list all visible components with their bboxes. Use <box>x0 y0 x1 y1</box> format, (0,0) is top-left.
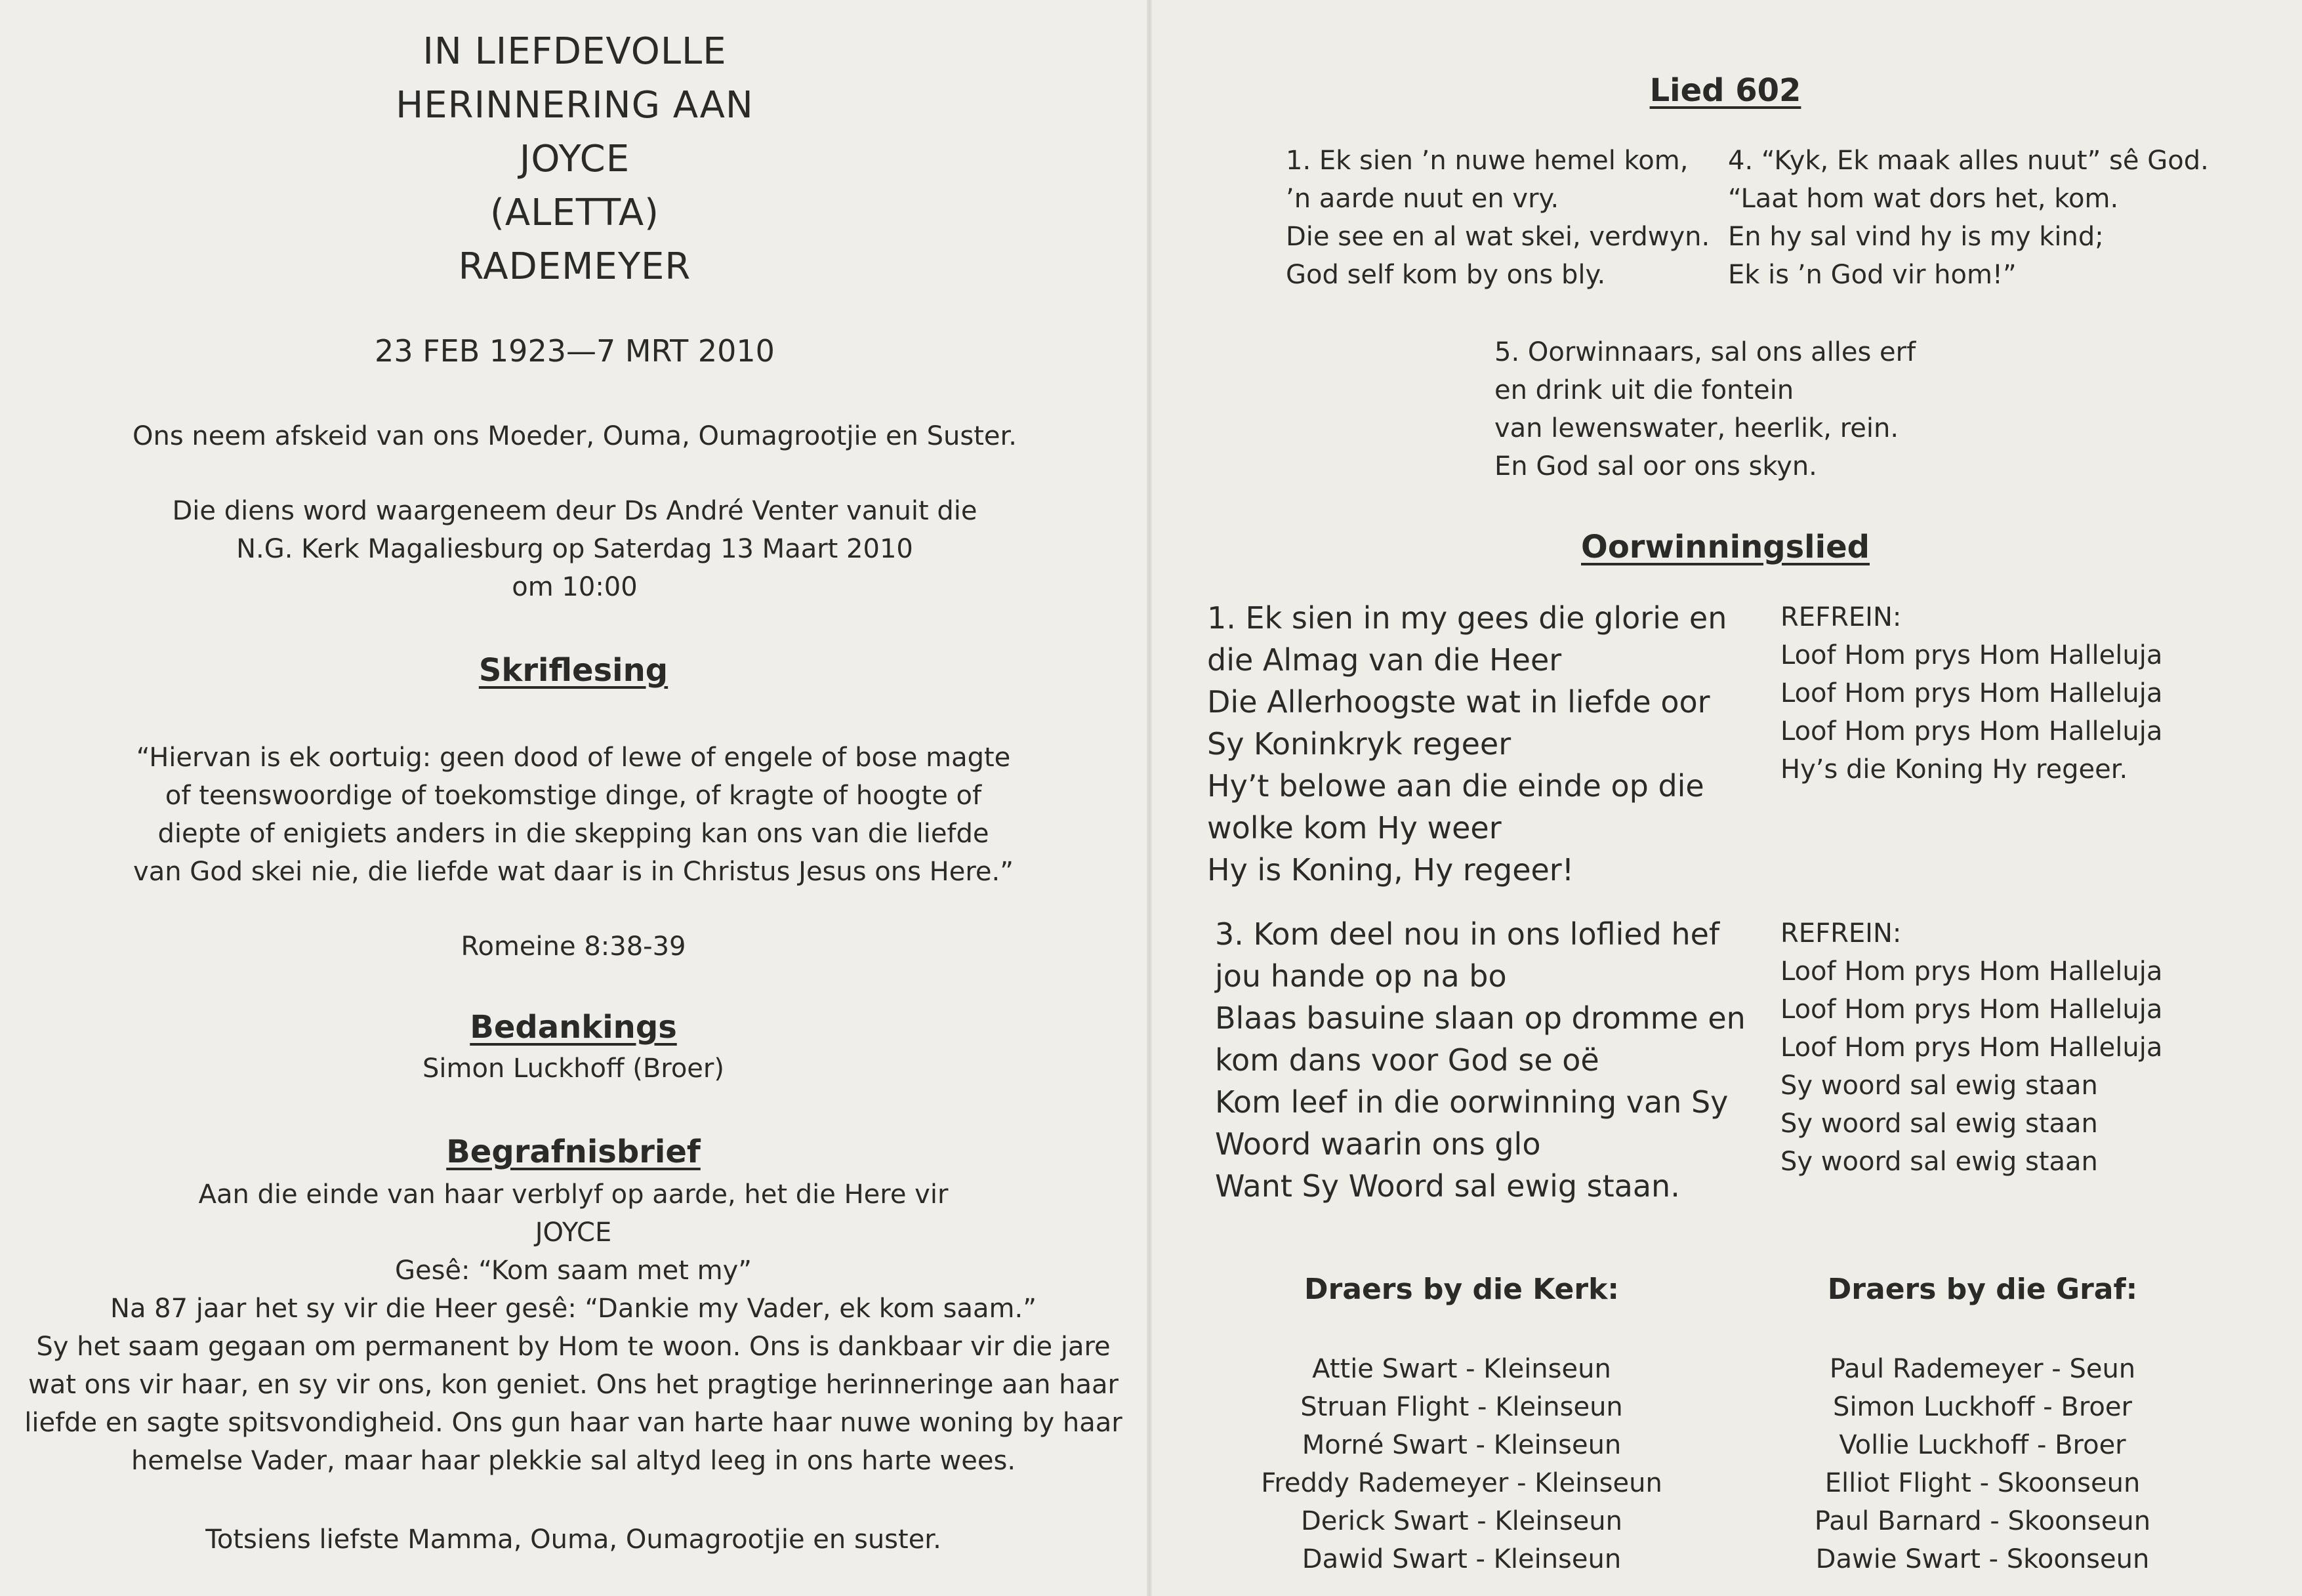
refrain-line: REFREIN: <box>1780 918 1902 949</box>
verse-line: 1. Ek sien ’n nuwe hemel kom, <box>1286 146 1689 176</box>
refrain-line: Loof Hom prys Hom Halleluja <box>1780 956 2163 987</box>
title-line: (ALETTA) <box>490 192 659 234</box>
scripture-quote <box>133 739 1014 891</box>
letter-line: Aan die einde van haar verblyf op aarde, het die Here vir <box>198 1179 949 1210</box>
verse-line: “Laat hom wat dors het, kom. <box>1728 184 2119 214</box>
refrain-line: Sy woord sal ewig staan <box>1780 1071 2098 1101</box>
refrain-line: Loof Hom prys Hom Halleluja <box>1780 640 2163 670</box>
hymn-verse-4 <box>1728 142 2209 294</box>
title-line: IN LIEFDEVOLLE <box>422 30 727 73</box>
verse-line: 4. “Kyk, Ek maak alles nuut” sê God. <box>1728 146 2209 176</box>
grave-bearers-list <box>1815 1350 2150 1578</box>
victory-verse-1 <box>1207 597 1727 891</box>
letter-line: hemelse Vader, maar haar plekkie sal altyd leeg in ons harte wees. <box>131 1446 1016 1476</box>
verse-line: 5. Oorwinnaars, sal ons alles erf <box>1494 337 1916 367</box>
victory-song-heading: Oorwinningslied <box>1581 529 1870 565</box>
scripture-line: of teenswoordige of toekomstige dinge, of kragte of hoogte of <box>165 781 982 811</box>
service-line: Die diens word waargeneem deur Ds André Venter vanuit die <box>172 496 977 526</box>
letter-line: Na 87 jaar het sy vir die Heer gesê: “Dankie my Vader, ek kom saam.” <box>110 1294 1037 1324</box>
verse-line: En hy sal vind hy is my kind; <box>1728 222 2104 252</box>
bearer-entry: Freddy Rademeyer - Kleinseun <box>1261 1468 1662 1498</box>
hymn-heading: Lied 602 <box>1649 72 1801 109</box>
scripture-heading: Skriflesing <box>478 652 668 689</box>
title-line: JOYCE <box>519 138 630 180</box>
verse-line: jou hande op na bo <box>1215 958 1507 994</box>
verse-line: Ek is ’n God vir hom!” <box>1728 260 2017 290</box>
verse-line: Die Allerhoogste wat in liefde oor <box>1207 684 1710 720</box>
page-fold <box>1147 0 1152 1596</box>
verse-line: 3. Kom deel nou in ons loflied hef <box>1215 916 1720 952</box>
memorial-title <box>396 25 754 294</box>
refrain-line: Loof Hom prys Hom Halleluja <box>1780 716 2163 747</box>
verse-line: wolke kom Hy weer <box>1207 810 1502 846</box>
bearer-entry: Vollie Luckhoff - Broer <box>1839 1430 2126 1460</box>
letter-line: Gesê: “Kom saam met my” <box>394 1256 752 1286</box>
farewell-line: Ons neem afskeid van ons Moeder, Ouma, Oumagrootjie en Suster. <box>133 421 1017 451</box>
refrain-2 <box>1780 914 2162 1181</box>
letter-line: wat ons vir haar, en sy vir ons, kon geniet. Ons het pragtige herinneringe aan haar <box>28 1370 1119 1400</box>
bearer-entry: Dawie Swart - Skoonseun <box>1815 1544 2150 1574</box>
refrain-line: REFREIN: <box>1780 602 1902 632</box>
bearer-entry: Paul Barnard - Skoonseun <box>1814 1506 2151 1536</box>
letter-line: JOYCE <box>535 1217 612 1248</box>
title-line: RADEMEYER <box>458 245 691 288</box>
hymn-verse-5 <box>1494 333 1916 485</box>
refrain-line: Sy woord sal ewig staan <box>1780 1109 2098 1139</box>
grave-bearers-heading: Draers by die Graf: <box>1827 1273 2138 1306</box>
verse-line: 1. Ek sien in my gees die glorie en <box>1207 600 1727 636</box>
church-bearers-heading: Draers by die Kerk: <box>1304 1273 1619 1306</box>
refrain-line: Loof Hom prys Hom Halleluja <box>1780 678 2163 708</box>
refrain-line: Loof Hom prys Hom Halleluja <box>1780 1033 2163 1063</box>
hymn-verse-1 <box>1286 142 1710 294</box>
verse-line: Hy is Koning, Hy regeer! <box>1207 852 1574 888</box>
verse-line: en drink uit die fontein <box>1494 375 1794 405</box>
verse-line: ’n aarde nuut en vry. <box>1286 184 1559 214</box>
bearer-entry: Elliot Flight - Skoonseun <box>1824 1468 2141 1498</box>
service-details <box>172 492 977 606</box>
verse-line: Want Sy Woord sal ewig staan. <box>1215 1168 1680 1204</box>
bearer-entry: Dawid Swart - Kleinseun <box>1302 1544 1622 1574</box>
letter-heading: Begrafnisbrief <box>446 1134 701 1170</box>
letter-line: Sy het saam gegaan om permanent by Hom te woon. Ons is dankbaar vir die jare <box>36 1332 1111 1362</box>
verse-line: Woord waarin ons glo <box>1215 1126 1541 1162</box>
refrain-line: Hy’s die Koning Hy regeer. <box>1780 754 2128 785</box>
bearer-entry: Morné Swart - Kleinseun <box>1302 1430 1622 1460</box>
thanks-name: Simon Luckhoff (Broer) <box>422 1054 724 1084</box>
refrain-1 <box>1780 598 2162 788</box>
verse-line: God self kom by ons bly. <box>1286 260 1606 290</box>
refrain-line: Loof Hom prys Hom Halleluja <box>1780 994 2163 1025</box>
bearer-entry: Simon Luckhoff - Broer <box>1833 1392 2132 1422</box>
verse-line: die Almag van die Heer <box>1207 642 1562 678</box>
verse-line: van lewenswater, heerlik, rein. <box>1494 413 1899 443</box>
goodbye-line: Totsiens liefste Mamma, Ouma, Oumagrootjie en suster. <box>205 1524 941 1555</box>
letter-line: liefde en sagte spitsvondigheid. Ons gun haar van harte haar nuwe woning by haar <box>24 1408 1122 1438</box>
verse-line: Hy’t belowe aan die einde op die <box>1207 768 1704 804</box>
life-dates: 23 FEB 1923—7 MRT 2010 <box>375 333 775 369</box>
verse-line: kom dans voor God se oë <box>1215 1042 1599 1078</box>
scripture-line: diepte of enigiets anders in die skepping kan ons van die liefde <box>157 819 989 849</box>
bearer-entry: Struan Flight - Kleinseun <box>1300 1392 1623 1422</box>
verse-line: Sy Koninkryk regeer <box>1207 726 1511 762</box>
verse-line: Kom leef in die oorwinning van Sy <box>1215 1084 1729 1120</box>
bearer-entry: Attie Swart - Kleinseun <box>1312 1354 1611 1384</box>
funeral-letter <box>24 1176 1122 1480</box>
scripture-line: van God skei nie, die liefde wat daar is in Christus Jesus ons Here.” <box>133 857 1014 887</box>
verse-line: Blaas basuine slaan op dromme en <box>1215 1000 1746 1036</box>
bearer-entry: Derick Swart - Kleinseun <box>1300 1506 1623 1536</box>
thanks-heading: Bedankings <box>470 1009 677 1046</box>
service-line: N.G. Kerk Magaliesburg op Saterdag 13 Maart 2010 <box>236 534 913 564</box>
verse-line: Die see en al wat skei, verdwyn. <box>1286 222 1710 252</box>
scripture-reference: Romeine 8:38-39 <box>461 931 686 962</box>
bearer-entry: Paul Rademeyer - Seun <box>1829 1354 2136 1384</box>
scripture-line: “Hiervan is ek oortuig: geen dood of lewe of engele of bose magte <box>136 743 1011 773</box>
title-line: HERINNERING AAN <box>396 84 754 127</box>
refrain-line: Sy woord sal ewig staan <box>1780 1147 2098 1177</box>
victory-verse-3 <box>1215 913 1746 1207</box>
verse-line: En God sal oor ons skyn. <box>1494 451 1817 481</box>
service-line: om 10:00 <box>512 572 638 602</box>
church-bearers-list <box>1261 1350 1662 1578</box>
